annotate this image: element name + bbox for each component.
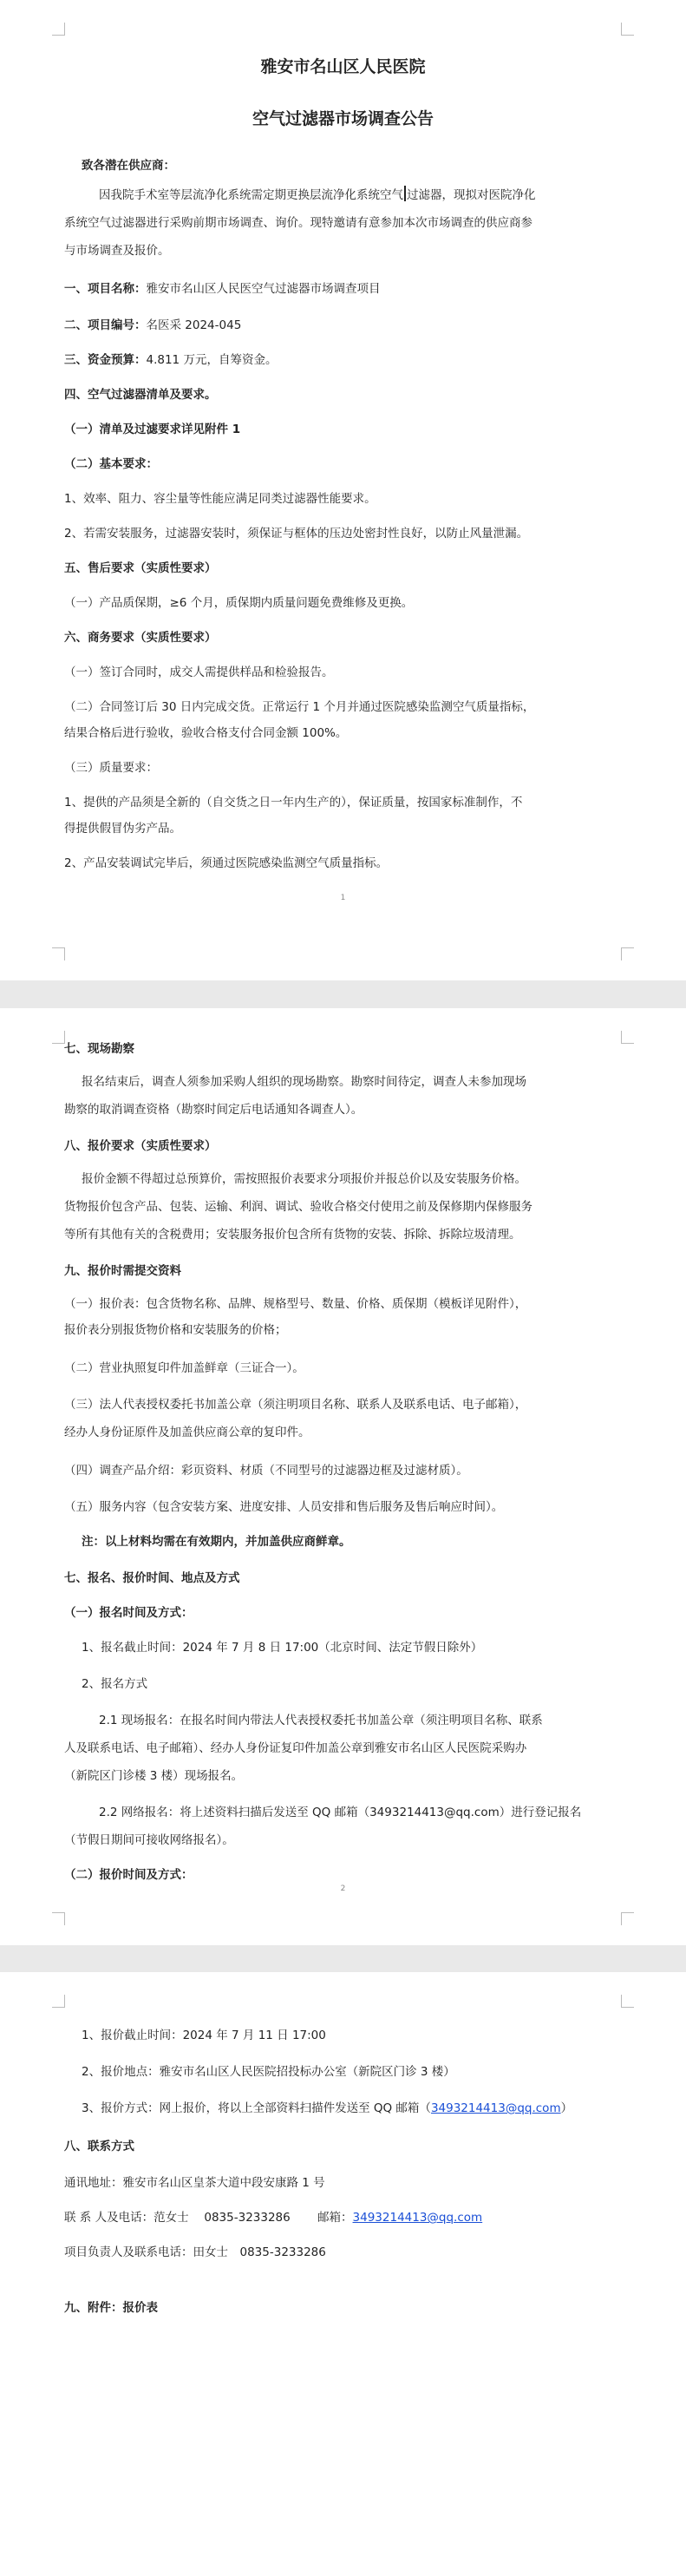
subsection-list: （一）清单及过滤要求详见附件 1: [64, 423, 241, 436]
page-corner-mark: [52, 23, 65, 36]
materials-note: 注：以上材料均需在有效期内，并加盖供应商鲜章。: [82, 1535, 351, 1549]
page-number: 1: [340, 894, 346, 902]
registration-item: 2.2 网络报名：将上述资料扫描后发送至 QQ 邮箱（3493214413@qq.com）进行登记报名: [99, 1806, 582, 1819]
page-corner-mark: [52, 1995, 65, 2008]
contact-text: 联 系 人及电话：范女士 0835-3233286 邮箱：: [64, 2211, 353, 2225]
subsection-quote-time: （二）报价时间及方式：: [64, 1868, 193, 1882]
materials-item: （三）法人代表授权委托书加盖公章（须注明项目名称、联系人及联系电话、电子邮箱），: [64, 1398, 527, 1412]
requirement-item: 1、效率、阻力、容尘量等性能应满足同类过滤器性能要求。: [64, 492, 376, 506]
section-registration: 七、报名、报价时间、地点及方式: [64, 1571, 240, 1585]
page-number: 2: [340, 1884, 346, 1893]
registration-item: 2、报名方式: [82, 1677, 148, 1691]
quote-item: 1、报价截止时间：2024 年 7 月 11 日 17:00: [82, 2029, 326, 2042]
intro-line-2: 系统空气过滤器进行采购前期市场调查、询价。现特邀请有意参加本次市场调查的供应商参: [64, 216, 532, 230]
section-value: 4.811 万元，自筹资金。: [146, 353, 278, 367]
section-label: 三、资金预算：: [64, 353, 147, 367]
materials-item: （五）服务内容（包含安装方案、进度安排、人员安排和售后服务及售后响应时间）。: [64, 1500, 504, 1514]
page-corner-mark: [52, 947, 65, 960]
subsection-basic-requirements: （二）基本要求：: [64, 457, 158, 471]
page-corner-mark: [621, 23, 634, 36]
section-filter-list: 四、空气过滤器清单及要求。: [64, 388, 217, 402]
quality-item: 2、产品安装调试完毕后，须通过医院感染监测空气质量指标。: [64, 856, 389, 870]
document-subtitle: 空气过滤器市场调查公告: [252, 109, 434, 128]
project-leader: 项目负责人及联系电话：田女士 0835-3233286: [64, 2245, 326, 2259]
commercial-item: （一）签订合同时，成交人需提供样品和检验报告。: [64, 665, 334, 679]
section-commercial: 六、商务要求（实质性要求）: [64, 631, 217, 645]
commercial-item-cont: 结果合格后进行验收，验收合格支付合同金额 100%。: [64, 726, 348, 740]
email-link[interactable]: 3493214413@qq.com: [430, 2101, 561, 2115]
page-corner-mark: [621, 947, 634, 960]
materials-item: （二）营业执照复印件加盖鲜章（三证合一）。: [64, 1361, 304, 1375]
section-budget: [64, 351, 628, 370]
section-label: 一、项目名称：: [64, 282, 147, 296]
materials-item-cont: 报价表分别报货物价格和安装服务的价格；: [64, 1323, 287, 1337]
registration-item-cont: 人及联系电话、电子邮箱）、经办人身份证复印件加盖公章到雅安市名山区人民医院采购办: [64, 1741, 527, 1755]
materials-item: （一）报价表：包含货物名称、品牌、规格型号、数量、价格、质保期（模板详见附件），: [64, 1297, 527, 1311]
after-sales-item: （一）产品质保期，≥6 个月，质保期内质量问题免费维修及更换。: [64, 596, 414, 610]
section-label: 二、项目编号：: [64, 318, 147, 332]
intro-text-a: 因我院手术室等层流净化系统需定期更换层流净化系统空气: [99, 188, 403, 202]
requirement-item: 2、若需安装服务，过滤器安装时，须保证与框体的压边处密封性良好，以防止风量泄漏。: [64, 527, 529, 541]
quality-heading: （三）质量要求：: [64, 761, 158, 775]
registration-item: 1、报名截止时间：2024 年 7 月 8 日 17:00（北京时间、法定节假日除外）: [82, 1641, 483, 1655]
document-page-3: [0, 1972, 686, 2576]
quote-item: [82, 2099, 645, 2118]
quote-method-text: 3、报价方式：网上报价，将以上全部资料扫描件发送至 QQ 邮箱（: [82, 2101, 431, 2115]
registration-item: 2.1 现场报名：在报名时间内带法人代表授权委托书加盖公章（须注明项目名称、联系: [99, 1714, 543, 1727]
materials-item: （四）调查产品介绍：彩页资料、材质（不同型号的过滤器边框及过滤材质）。: [64, 1464, 468, 1478]
greeting: 致各潜在供应商：: [82, 159, 175, 173]
quality-item: 1、提供的产品须是全新的（自交货之日一年内生产的），保证质量，按国家标准制作，不: [64, 796, 523, 810]
paragraph-line: 报名结束后，调查人须参加采购人组织的现场勘察。勘察时间待定，调查人未参加现场: [82, 1075, 526, 1089]
paragraph-line: 货物报价包含产品、包装、运输、利润、调试、验收合格交付使用之前及保修期内保修服务: [64, 1200, 532, 1214]
section-project-number: [64, 316, 628, 335]
section-value: 名医采 2024-045: [146, 318, 242, 332]
page-corner-mark: [621, 1995, 634, 2008]
quote-method-text-end: ）: [560, 2101, 573, 2115]
paragraph-line: 等所有其他有关的含税费用；安装服务报价包含所有货物的安装、拆除、拆除垃圾清理。: [64, 1228, 521, 1242]
intro-text-b: 过滤器，现拟对医院净化: [407, 188, 536, 202]
document-title: 雅安市名山区人民医院: [260, 57, 426, 76]
quality-item-cont: 得提供假冒伪劣产品。: [64, 822, 181, 836]
registration-item-cont: （新院区门诊楼 3 楼）现场报名。: [64, 1769, 244, 1783]
page-corner-mark: [52, 1912, 65, 1925]
document-page-2: [0, 1008, 686, 1945]
registration-item-cont: （节假日期间可接收网络报名）。: [64, 1833, 234, 1847]
contact-person: [64, 2208, 628, 2227]
intro-line-3: 与市场调查及报价。: [64, 244, 170, 258]
page-corner-mark: [621, 1912, 634, 1925]
section-quote-requirements: 八、报价要求（实质性要求）: [64, 1139, 217, 1153]
subsection-registration-time: （一）报名时间及方式：: [64, 1606, 193, 1620]
text-cursor: [404, 186, 406, 201]
section-attachment: 九、附件：报价表: [64, 2301, 158, 2315]
contact-email-link[interactable]: 3493214413@qq.com: [352, 2211, 483, 2225]
section-site-survey: 七、现场勘察: [64, 1042, 134, 1056]
contact-address: 通讯地址：雅安市名山区皇茶大道中段安康路 1 号: [64, 2176, 325, 2190]
commercial-item: （二）合同签订后 30 日内完成交货。正常运行 1 个月并通过医院感染监测空气质量指标，: [64, 700, 535, 714]
materials-item-cont: 经办人身份证原件及加盖供应商公章的复印件。: [64, 1426, 310, 1439]
quote-item: 2、报价地点：雅安市名山区人民医院招投标办公室（新院区门诊 3 楼）: [82, 2065, 455, 2079]
paragraph-line: 报价金额不得超过总预算价，需按照报价表要求分项报价并报总价以及安装服务价格。: [82, 1172, 526, 1186]
intro-line-1: [99, 186, 663, 205]
section-value: 雅安市名山区人民医空气过滤器市场调查项目: [146, 282, 381, 296]
paragraph-line: 勘察的取消调查资格（勘察时间定后电话通知各调查人）。: [64, 1103, 363, 1117]
section-after-sales: 五、售后要求（实质性要求）: [64, 561, 217, 575]
section-materials: 九、报价时需提交资料: [64, 1264, 181, 1278]
page-corner-mark: [52, 1031, 65, 1044]
section-contact: 八、联系方式: [64, 2140, 134, 2153]
section-project-name: [64, 279, 628, 298]
document-page-1: [0, 0, 686, 980]
